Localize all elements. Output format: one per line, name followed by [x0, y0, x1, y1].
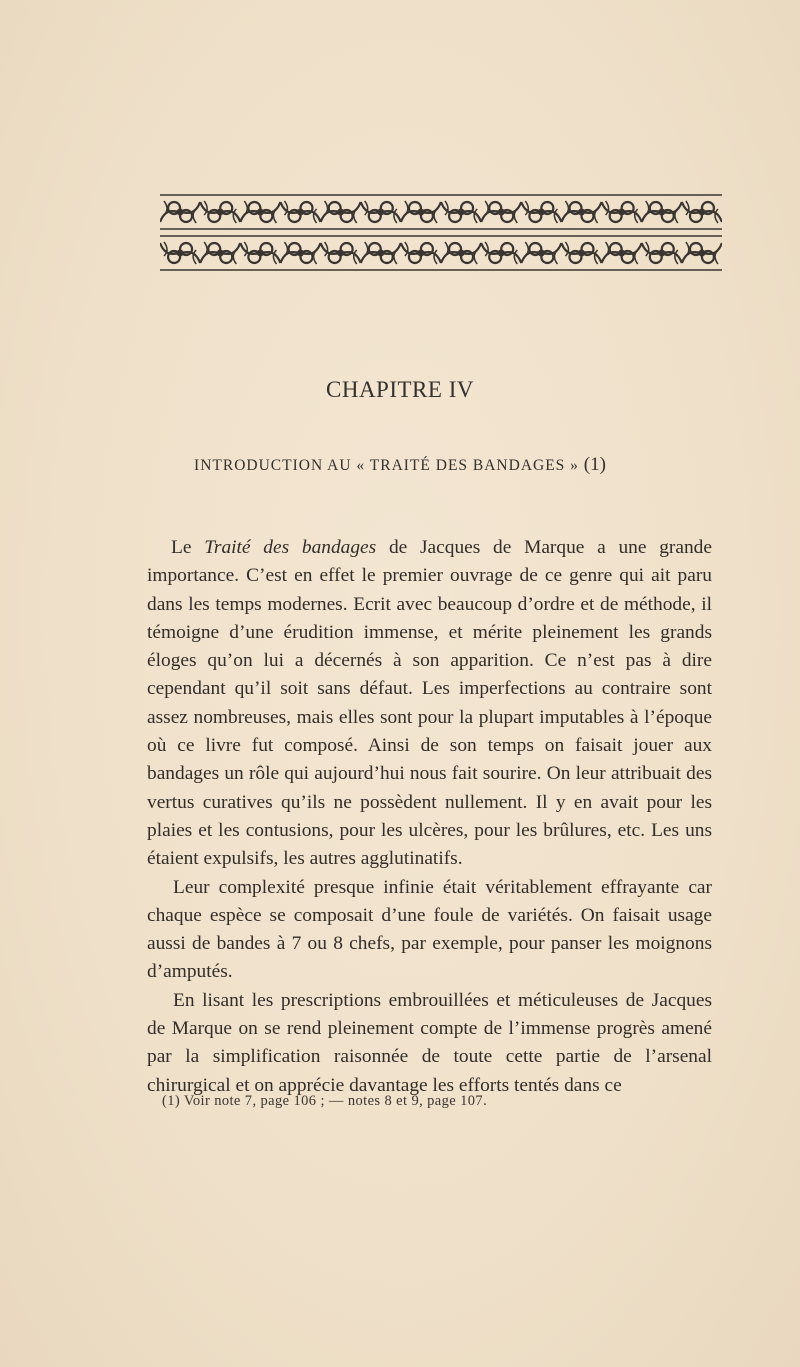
paragraph-2: Leur complexité presque infinie était véritablement effrayante car chaque espèce se composait d’une foule de variétés. On faisait usage aussi de bandes à 7 ou 8 chefs, par exemple, pour panser les moignons d’amputés.: [147, 876, 712, 983]
subtitle-text: INTRODUCTION AU « TRAITÉ DES BANDAGES »: [194, 457, 579, 474]
decorative-header-ornament: [160, 192, 722, 274]
book-title-italic: Traité des bandages: [204, 537, 377, 558]
footnote-reference: (1): [583, 454, 606, 475]
paragraph-1-rest: de Jacques de Marque a une grande importance. C’est en effet le premier ouvrage de ce genre qui ait paru dans les temps modernes. Ecrit avec beaucoup d’ordre et de méthode, il témoigne d’une érudition immense, et mérite pleinement les grands éloges qu’on lui a décernés à son apparition. Ce n’est pas à dire cependant qu’il soit sans défaut. Les imperfections au contraire sont assez nombreuses, mais elles sont pour la plupart imputables à l’époque où ce livre fut composé. Ainsi de son temps on faisait jouer aux bandages un rôle qui aujourd’hui nous fait sourire. On leur attribuait des vertus curatives qu’ils ne possèdent nullement. Il y en avait pour les plaies et les contusions, pour les ulcères, pour les brûlures, etc. Les uns étaient expulsifs, les autres agglutinatifs.: [147, 537, 712, 870]
chapter-title: CHAPITRE IV: [326, 377, 474, 402]
main-text: [147, 534, 712, 1100]
paragraph-3: En lisant les prescriptions embrouillées et méticuleuses de Jacques de Marque on se rend pleinement compte de l’immense progrès amené par la simplification raisonnée de toute cette partie de l’arsenal chirurgical et on apprécie davantage les efforts tentés dans ce: [147, 989, 712, 1096]
chapter-subtitle: [0, 454, 800, 476]
paragraph-1-lead: Le: [171, 537, 205, 558]
paragraph-1: [147, 534, 712, 874]
footnote: (1) Voir note 7, page 106 ; — notes 8 et 9, page 107.: [162, 1093, 488, 1109]
